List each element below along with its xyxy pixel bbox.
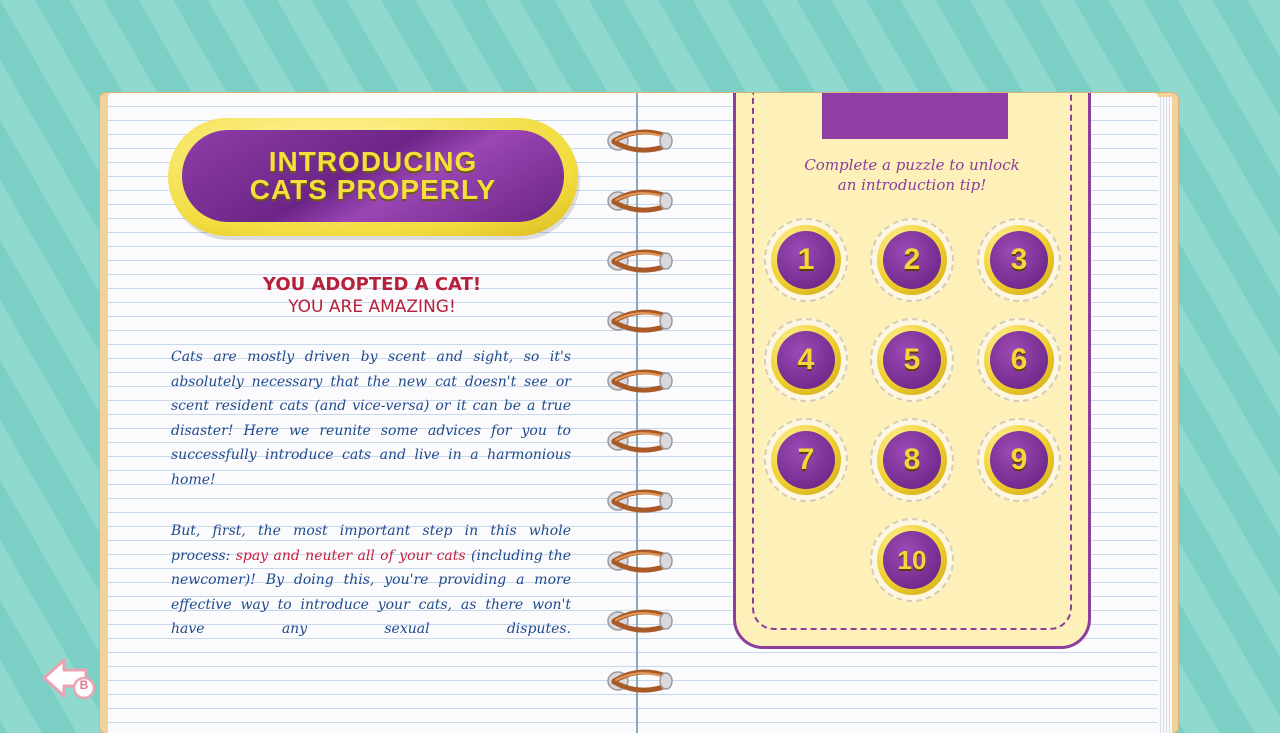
- puzzle-button-9[interactable]: [977, 418, 1061, 502]
- puzzle-number: 2: [883, 231, 941, 289]
- instruction-line-1: Complete a puzzle to unlock: [804, 156, 1020, 174]
- puzzle-button-2[interactable]: [870, 218, 954, 302]
- puzzle-number: 5: [883, 331, 941, 389]
- spiral-ring: [604, 668, 674, 694]
- puzzle-coin: [771, 425, 841, 495]
- paragraph-text-after: (including the newcomer)! By doing this, you're providing a more effective way to introduce your cats, as there won't have any sexual disputes.: [171, 547, 571, 637]
- spiral-ring: [604, 548, 674, 574]
- heading-line-1: YOU ADOPTED A CAT!: [262, 274, 482, 295]
- puzzle-button-1[interactable]: [764, 218, 848, 302]
- spiral-ring: [604, 128, 674, 154]
- puzzle-button-3[interactable]: [977, 218, 1061, 302]
- back-button[interactable]: [40, 656, 98, 700]
- card-tab: [822, 93, 1008, 139]
- title-badge: [168, 118, 578, 236]
- puzzle-number: 1: [777, 231, 835, 289]
- puzzle-number: 9: [990, 431, 1048, 489]
- instruction-line-2: an introduction tip!: [837, 176, 987, 194]
- puzzle-button-6[interactable]: [977, 318, 1061, 402]
- puzzle-number: 6: [990, 331, 1048, 389]
- spay-neuter-paragraph: [171, 519, 571, 642]
- puzzle-button-10[interactable]: [870, 518, 954, 602]
- puzzle-button-4[interactable]: [764, 318, 848, 402]
- spiral-ring: [604, 608, 674, 634]
- page-edges: [1158, 97, 1172, 733]
- spiral-ring: [604, 248, 674, 274]
- puzzle-number: 8: [883, 431, 941, 489]
- puzzle-coin: [984, 325, 1054, 395]
- puzzle-button-5[interactable]: [870, 318, 954, 402]
- puzzle-coin: [877, 525, 947, 595]
- puzzle-number: 3: [990, 231, 1048, 289]
- paragraph-text-before: But, first, the most important step in this whole process:: [171, 523, 571, 564]
- puzzle-number: 7: [777, 431, 835, 489]
- heading-line-2: YOU ARE AMAZING!: [288, 297, 456, 317]
- page-title: [250, 148, 496, 204]
- puzzle-coin: [877, 325, 947, 395]
- spiral-ring: [604, 188, 674, 214]
- spiral-ring: [604, 488, 674, 514]
- puzzle-coin: [771, 225, 841, 295]
- puzzle-button-7[interactable]: [764, 418, 848, 502]
- puzzle-coin: [877, 225, 947, 295]
- puzzle-number: 4: [777, 331, 835, 389]
- spiral-ring: [604, 368, 674, 394]
- puzzle-coin: [984, 225, 1054, 295]
- card-instruction: [736, 155, 1088, 195]
- paragraph-highlight: spay and neuter all of your cats: [235, 547, 466, 564]
- puzzle-button-8[interactable]: [870, 418, 954, 502]
- puzzle-coin: [984, 425, 1054, 495]
- title-ribbon: [182, 130, 564, 222]
- puzzle-coin: [877, 425, 947, 495]
- title-line-2: CATS PROPERLY: [249, 174, 497, 205]
- puzzle-coin: [771, 325, 841, 395]
- spiral-ring: [604, 428, 674, 454]
- spiral-ring: [604, 308, 674, 334]
- title-line-1: INTRODUCING: [268, 146, 478, 177]
- puzzle-number: 10: [883, 531, 941, 589]
- intro-paragraph: Cats are mostly driven by scent and sight, so it's absolutely necessary that the new cat doesn't see or scent resident cats (and vice-versa) or it can be a true disaster! Here we reunite some advices for you to successfully introduce cats and live in a harmonious home!: [171, 349, 571, 488]
- back-key-label: B: [79, 678, 89, 692]
